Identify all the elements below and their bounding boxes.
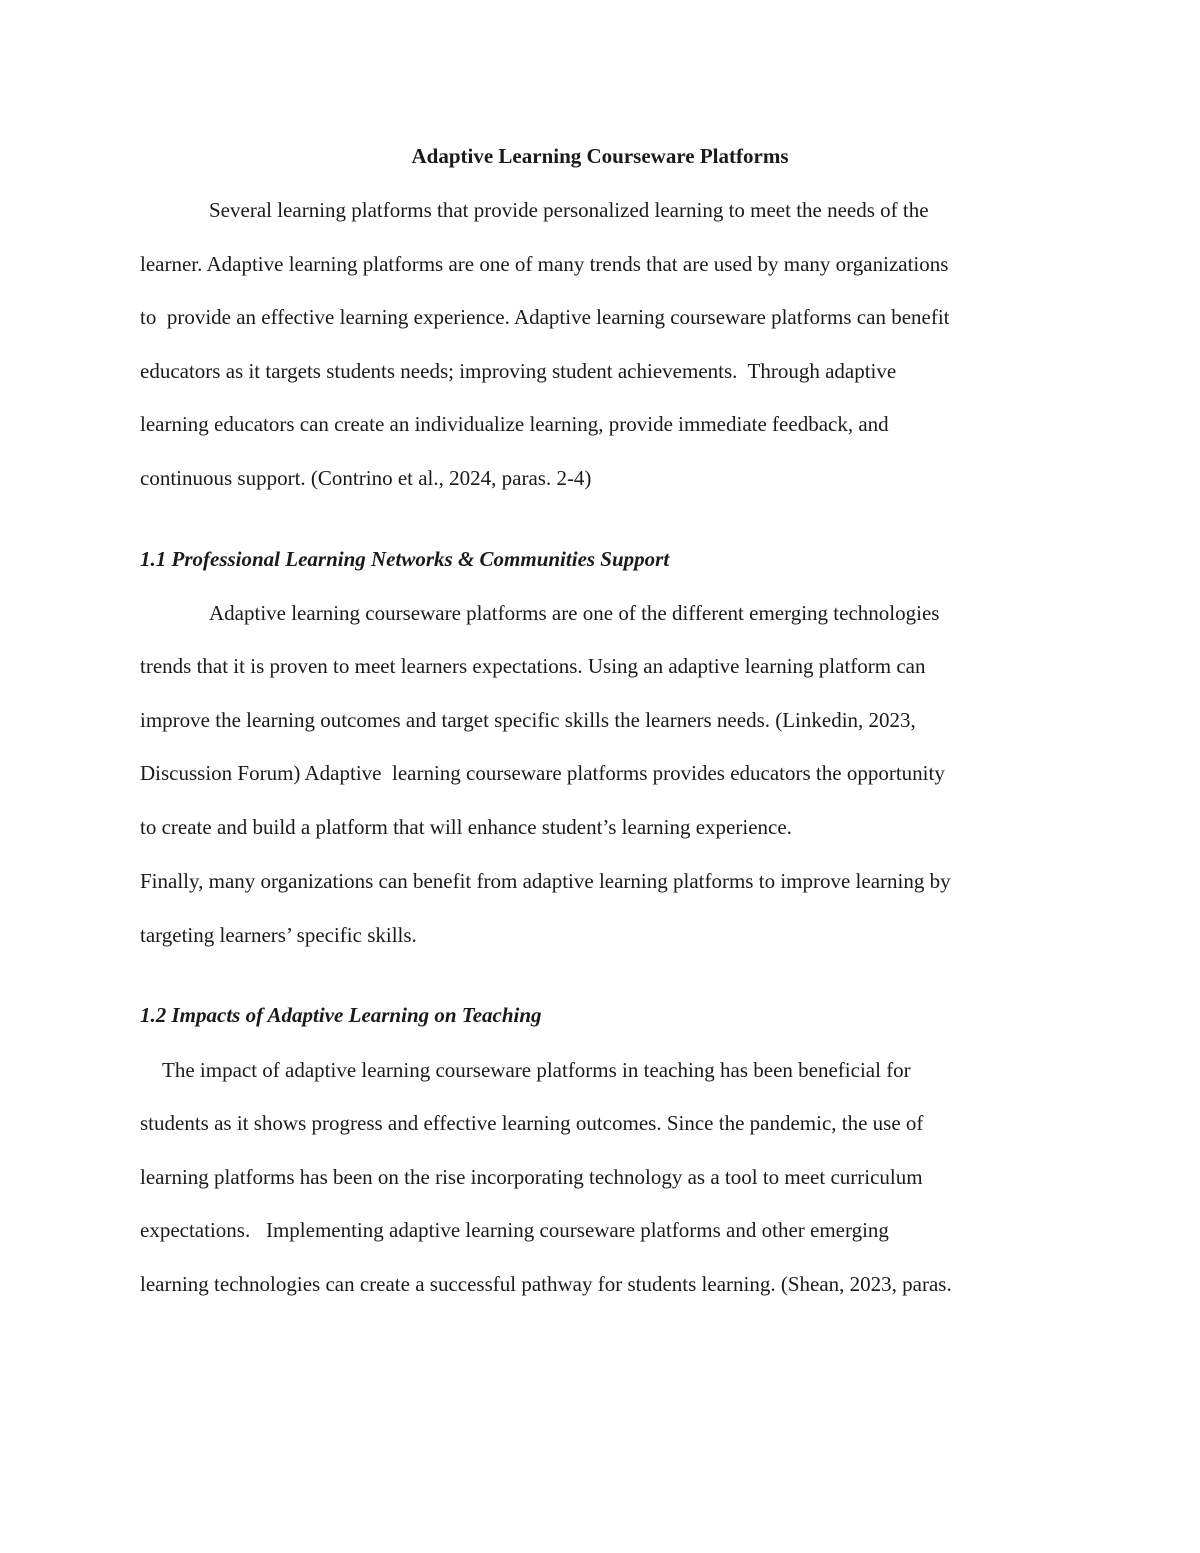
section1-line: improve the learning outcomes and target specific skills the learners needs. (Linkedin, 2023, <box>140 708 916 732</box>
intro-line: to provide an effective learning experience. Adaptive learning courseware platforms can benefit <box>140 305 950 329</box>
section2-line: The impact of adaptive learning courseware platforms in teaching has been beneficial for <box>162 1058 911 1082</box>
intro-line: Several learning platforms that provide personalized learning to meet the needs of the <box>209 198 929 222</box>
section2-line: students as it shows progress and effective learning outcomes. Since the pandemic, the use of <box>140 1111 924 1135</box>
intro-line: educators as it targets students needs; improving student achievements. Through adaptive <box>140 359 897 383</box>
intro-line: learner. Adaptive learning platforms are one of many trends that are used by many organizations <box>140 252 949 276</box>
section1-line: Finally, many organizations can benefit from adaptive learning platforms to improve learning by <box>140 869 951 893</box>
section1-line: to create and build a platform that will enhance student’s learning experience. <box>140 815 792 839</box>
section2-line: learning platforms has been on the rise incorporating technology as a tool to meet curriculum <box>140 1165 923 1189</box>
section2-line: learning technologies can create a successful pathway for students learning. (Shean, 2023, paras. <box>140 1272 952 1296</box>
section-heading: 1.2 Impacts of Adaptive Learning on Teaching <box>140 1003 542 1027</box>
section1-line: targeting learners’ specific skills. <box>140 923 417 947</box>
intro-line: continuous support. (Contrino et al., 2024, paras. 2-4) <box>140 466 592 490</box>
section1-line: Adaptive learning courseware platforms are one of the different emerging technologies <box>209 601 940 625</box>
document-title: Adaptive Learning Courseware Platforms <box>411 144 789 168</box>
section2-line: expectations. Implementing adaptive learning courseware platforms and other emerging <box>140 1218 889 1242</box>
section1-line: Discussion Forum) Adaptive learning courseware platforms provides educators the opportunity <box>140 761 945 785</box>
section1-line: trends that it is proven to meet learners expectations. Using an adaptive learning platform can <box>140 654 926 678</box>
section-heading: 1.1 Professional Learning Networks & Communities Support <box>140 547 670 571</box>
intro-line: learning educators can create an individualize learning, provide immediate feedback, and <box>140 412 889 436</box>
